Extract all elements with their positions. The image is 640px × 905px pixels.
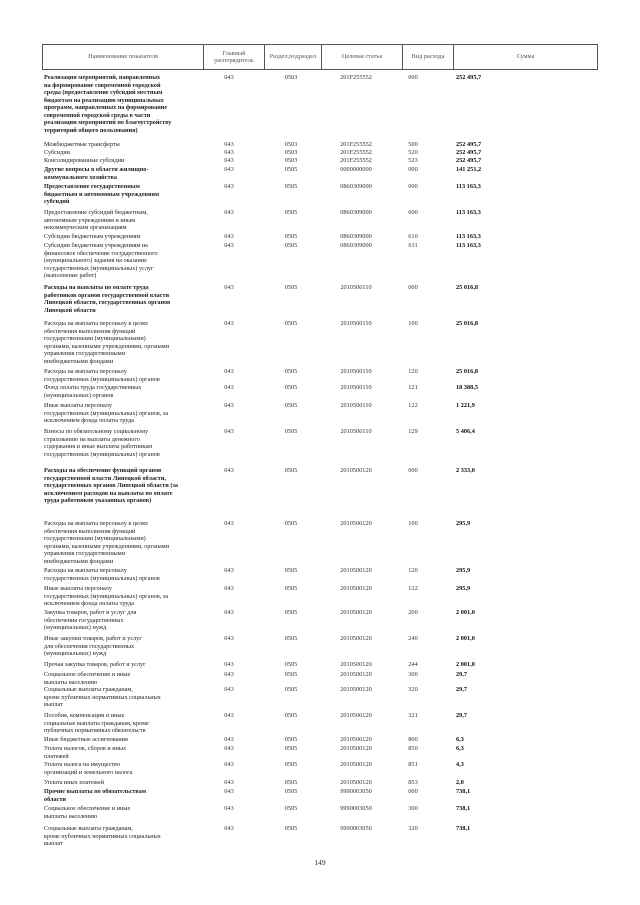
- row-name: Фонд оплаты труда государственных (муниципальных) органов: [44, 384, 142, 399]
- row-chief-manager: 043: [224, 467, 234, 474]
- row-target-item: 201F255552: [340, 157, 372, 164]
- row-expense-type: 000: [408, 166, 418, 173]
- row-section: 0505: [284, 233, 298, 240]
- row-sum: 113 163,3: [456, 209, 481, 216]
- header-sum: Сумма: [516, 53, 535, 61]
- row-target-item: 2010500110: [340, 428, 372, 435]
- row-sum: 295,9: [456, 585, 471, 592]
- row-name: Пособия, компенсации и иные социальные выплаты гражданам, кроме публичных нормативных обязательств: [44, 712, 149, 735]
- row-sum: 252 495,7: [456, 157, 482, 164]
- row-expense-type: 520: [408, 149, 418, 156]
- row-expense-type: 100: [408, 320, 418, 327]
- row-name: Расходы на выплаты персоналу государственных (муниципальных) органов: [44, 567, 160, 582]
- row-target-item: 2010500110: [340, 402, 372, 409]
- row-chief-manager: 043: [224, 320, 234, 327]
- row-target-item: 2010500120: [340, 745, 372, 752]
- row-chief-manager: 043: [224, 779, 234, 786]
- row-chief-manager: 043: [224, 183, 234, 190]
- row-section: 0505: [284, 428, 298, 435]
- row-target-item: 0860309000: [340, 183, 372, 190]
- row-target-item: 2010500120: [340, 779, 372, 786]
- row-chief-manager: 043: [224, 520, 234, 527]
- row-sum: 6,3: [456, 745, 464, 752]
- row-target-item: 0860309000: [340, 209, 372, 216]
- row-name: Иные выплаты персоналу государственных (муниципальных) органов, за исключением фонда оплаты труда: [44, 585, 169, 608]
- row-section: 0505: [284, 585, 298, 592]
- row-chief-manager: 043: [224, 788, 234, 795]
- row-expense-type: 851: [408, 761, 418, 768]
- row-name: Реализация мероприятий, направленных на формирование современной городской среды (предоставление субсидий местным бюджетам на реализацию муниципальных программ, направленных на формирование современной городской среды в части реализации мероприятий по благоустройству территорий общего пользования): [44, 74, 172, 134]
- row-expense-type: 611: [408, 242, 418, 249]
- row-chief-manager: 043: [224, 712, 234, 719]
- row-section: 0505: [284, 635, 298, 642]
- row-name: Субсидии бюджетным учреждениям на финансовое обеспечение государственного (муниципального) задания на оказание государственных (муниципальных) услуг (выполнение работ): [44, 242, 158, 280]
- row-chief-manager: 043: [224, 74, 234, 81]
- row-section: 0505: [284, 661, 298, 668]
- row-section: 0505: [284, 779, 298, 786]
- row-target-item: 2010500110: [340, 320, 372, 327]
- row-expense-type: 244: [408, 661, 418, 668]
- row-target-item: 2010500120: [340, 609, 372, 616]
- row-name: Прочие выплаты по обязательствам области: [44, 788, 147, 803]
- row-target-item: 2010500120: [340, 712, 372, 719]
- row-section: 0503: [284, 157, 298, 164]
- row-target-item: 2010500120: [340, 467, 372, 474]
- row-target-item: 0860309000: [340, 233, 372, 240]
- row-name: Социальное обеспечение и иные выплаты населению: [44, 671, 131, 686]
- row-name: Иные бюджетные ассигнования: [44, 736, 128, 743]
- row-section: 0505: [284, 788, 298, 795]
- row-chief-manager: 043: [224, 825, 234, 832]
- header-name: Наименование показателя: [43, 45, 204, 69]
- row-expense-type: 853: [408, 779, 418, 786]
- row-expense-type: 850: [408, 745, 418, 752]
- row-expense-type: 122: [408, 585, 418, 592]
- row-section: 0505: [284, 761, 298, 768]
- row-chief-manager: 043: [224, 635, 234, 642]
- row-sum: 738,1: [456, 805, 471, 812]
- row-expense-type: 129: [408, 428, 418, 435]
- row-sum: 113 163,3: [456, 242, 481, 249]
- row-chief-manager: 043: [224, 284, 234, 291]
- row-name: Межбюджетные трансферты: [44, 141, 120, 148]
- row-expense-type: 000: [408, 183, 418, 190]
- row-chief-manager: 043: [224, 384, 234, 391]
- row-chief-manager: 043: [224, 736, 234, 743]
- row-section: 0505: [284, 567, 298, 574]
- row-sum: 18 388,5: [456, 384, 479, 391]
- row-section: 0505: [284, 402, 298, 409]
- row-chief-manager: 043: [224, 157, 234, 164]
- row-chief-manager: 043: [224, 402, 234, 409]
- row-sum: 252 495,7: [456, 149, 482, 156]
- row-chief-manager: 043: [224, 166, 234, 173]
- row-sum: 25 016,8: [456, 320, 479, 327]
- row-sum: 1 221,9: [456, 402, 475, 409]
- row-section: 0505: [284, 736, 298, 743]
- row-section: 0505: [284, 183, 298, 190]
- row-target-item: 9990003050: [340, 805, 372, 812]
- row-target-item: 2010500120: [340, 635, 372, 642]
- row-name: Иные выплаты персоналу государственных (муниципальных) органов, за исключением фонда оплаты труда: [44, 402, 169, 425]
- row-sum: 2,0: [456, 779, 464, 786]
- row-target-item: 2010500110: [340, 384, 372, 391]
- row-name: Расходы на обеспечение функций органов государственной власти Липецкой области, государственных органов Липецкой области (за исключением расходов на выплаты по оплате труда работников указанных органов): [44, 467, 178, 505]
- row-chief-manager: 043: [224, 368, 234, 375]
- row-sum: 252 495,7: [456, 141, 482, 148]
- row-expense-type: 500: [408, 141, 418, 148]
- row-target-item: 201F255552: [340, 149, 372, 156]
- row-chief-manager: 043: [224, 585, 234, 592]
- header-expense-type: Вид расхода: [403, 45, 454, 69]
- row-section: 0505: [284, 520, 298, 527]
- row-name: Социальные выплаты гражданам, кроме публичных нормативных социальных выплат: [44, 686, 161, 709]
- row-expense-type: 321: [408, 712, 418, 719]
- row-target-item: 2010500120: [340, 686, 372, 693]
- row-expense-type: 200: [408, 609, 418, 616]
- row-section: 0505: [284, 320, 298, 327]
- row-name: Предоставление государственным бюджетным и автономным учреждениям субсидий: [44, 183, 160, 206]
- row-chief-manager: 043: [224, 233, 234, 240]
- row-sum: 29,7: [456, 671, 468, 678]
- table-header: [42, 44, 598, 70]
- row-expense-type: 523: [408, 157, 418, 164]
- row-sum: 29,7: [456, 712, 468, 719]
- row-section: 0503: [284, 149, 298, 156]
- row-name: Консолидированные субсидии: [44, 157, 125, 164]
- row-expense-type: 000: [408, 467, 418, 474]
- row-sum: 141 251,2: [456, 166, 482, 173]
- row-name: Прочая закупка товаров, работ и услуг: [44, 661, 146, 668]
- row-expense-type: 122: [408, 402, 418, 409]
- row-sum: 2 001,0: [456, 661, 475, 668]
- row-chief-manager: 043: [224, 761, 234, 768]
- row-target-item: 2010500110: [340, 284, 372, 291]
- page-number: 149: [314, 858, 326, 867]
- row-expense-type: 120: [408, 368, 418, 375]
- row-chief-manager: 043: [224, 209, 234, 216]
- row-sum: 5 406,4: [456, 428, 475, 435]
- row-target-item: 9990003050: [340, 788, 372, 795]
- row-chief-manager: 043: [224, 671, 234, 678]
- row-target-item: 2010500120: [340, 520, 372, 527]
- row-target-item: 0860309000: [340, 242, 372, 249]
- row-chief-manager: 043: [224, 686, 234, 693]
- row-expense-type: 300: [408, 805, 418, 812]
- row-name: Закупка товаров, работ и услуг для обеспечения государственных (муниципальных) нужд: [44, 609, 137, 632]
- row-section: 0505: [284, 166, 298, 173]
- row-sum: 6,3: [456, 736, 464, 743]
- row-target-item: 201F255552: [340, 141, 372, 148]
- row-section: 0505: [284, 805, 298, 812]
- row-sum: 4,3: [456, 761, 464, 768]
- row-chief-manager: 043: [224, 805, 234, 812]
- row-section: 0505: [284, 745, 298, 752]
- row-section: 0505: [284, 671, 298, 678]
- row-chief-manager: 043: [224, 141, 234, 148]
- row-expense-type: 000: [408, 284, 418, 291]
- row-expense-type: 240: [408, 635, 418, 642]
- row-expense-type: 320: [408, 686, 418, 693]
- row-name: Другие вопросы в области жилищно- коммунального хозяйства: [44, 166, 149, 181]
- row-section: 0505: [284, 209, 298, 216]
- row-name: Социальные выплаты гражданам, кроме публичных нормативных социальных выплат: [44, 825, 161, 848]
- row-section: 0505: [284, 712, 298, 719]
- row-expense-type: 600: [408, 209, 418, 216]
- header-target-item: Целевая статья: [322, 45, 403, 69]
- row-name: Расходы на выплаты персоналу государственных (муниципальных) органов: [44, 368, 160, 383]
- row-expense-type: 000: [408, 74, 418, 81]
- row-sum: 2 001,0: [456, 609, 475, 616]
- row-sum: 113 163,3: [456, 233, 481, 240]
- row-chief-manager: 043: [224, 661, 234, 668]
- row-expense-type: 300: [408, 671, 418, 678]
- row-name: Субсидии: [44, 149, 70, 156]
- row-expense-type: 320: [408, 825, 418, 832]
- row-target-item: 0000000000: [340, 166, 372, 173]
- row-name: Уплата иных платежей: [44, 779, 105, 786]
- row-name: Расходы на выплаты по оплате труда работников органов государственной власти Липецкой области, государственных органов Липецкой области: [44, 284, 171, 314]
- row-expense-type: 800: [408, 736, 418, 743]
- header-section: Раздел,подраздел: [265, 45, 322, 69]
- row-section: 0505: [284, 284, 298, 291]
- row-section: 0505: [284, 242, 298, 249]
- row-sum: 25 016,8: [456, 284, 479, 291]
- row-target-item: 2010500120: [340, 585, 372, 592]
- row-sum: 113 163,3: [456, 183, 481, 190]
- row-target-item: 2010500120: [340, 661, 372, 668]
- row-name: Расходы на выплаты персоналу в целях обеспечения выполнения функций государственными (муниципальными) органами, казенными учреждениями, органами управления государственными внебюджетными фондами: [44, 520, 170, 565]
- row-sum: 2 001,0: [456, 635, 475, 642]
- row-target-item: 2010500110: [340, 368, 372, 375]
- row-chief-manager: 043: [224, 609, 234, 616]
- row-expense-type: 610: [408, 233, 418, 240]
- row-name: Взносы по обязательному социальному страхованию на выплаты денежного содержания и иные выплаты работникам государственных (муниципальных) органов: [44, 428, 160, 458]
- row-sum: 295,9: [456, 567, 471, 574]
- header-chief-manager: Главный распорядитель: [204, 45, 265, 69]
- row-expense-type: 121: [408, 384, 418, 391]
- row-section: 0505: [284, 384, 298, 391]
- row-chief-manager: 043: [224, 242, 234, 249]
- row-expense-type: 000: [408, 788, 418, 795]
- row-name: Субсидии бюджетным учреждениям: [44, 233, 141, 240]
- row-sum: 29,7: [456, 686, 468, 693]
- row-chief-manager: 043: [224, 745, 234, 752]
- row-section: 0503: [284, 74, 298, 81]
- row-name: Предоставление субсидий бюджетным, автономным учреждениям и иным некоммерческим организациям: [44, 209, 148, 232]
- row-expense-type: 120: [408, 567, 418, 574]
- row-target-item: 2010500120: [340, 761, 372, 768]
- row-name: Уплата налога на имущество организаций и земельного налога: [44, 761, 133, 776]
- row-section: 0503: [284, 141, 298, 148]
- row-sum: 25 016,8: [456, 368, 479, 375]
- row-target-item: 2010500120: [340, 671, 372, 678]
- row-section: 0505: [284, 686, 298, 693]
- row-sum: 295,9: [456, 520, 471, 527]
- row-chief-manager: 043: [224, 149, 234, 156]
- row-expense-type: 100: [408, 520, 418, 527]
- row-section: 0505: [284, 825, 298, 832]
- row-name: Социальное обеспечение и иные выплаты населению: [44, 805, 131, 820]
- row-section: 0505: [284, 609, 298, 616]
- row-sum: 2 333,0: [456, 467, 475, 474]
- row-name: Расходы на выплаты персоналу в целях обеспечения выполнения функций государственными (муниципальными) органами, казенными учреждениями, органами управления государственными внебюджетными фондами: [44, 320, 170, 365]
- row-name: Иные закупки товаров, работ и услуг для обеспечения государственных (муниципальных) нужд: [44, 635, 142, 658]
- row-chief-manager: 043: [224, 567, 234, 574]
- row-name: Уплата налогов, сборов и иных платежей: [44, 745, 127, 760]
- row-chief-manager: 043: [224, 428, 234, 435]
- row-section: 0505: [284, 467, 298, 474]
- row-target-item: 2010500120: [340, 736, 372, 743]
- row-sum: 738,1: [456, 788, 471, 795]
- row-target-item: 201F255552: [340, 74, 372, 81]
- row-sum: 252 495,7: [456, 74, 482, 81]
- row-target-item: 2010500120: [340, 567, 372, 574]
- row-target-item: 9990003050: [340, 825, 372, 832]
- row-sum: 738,1: [456, 825, 471, 832]
- row-section: 0505: [284, 368, 298, 375]
